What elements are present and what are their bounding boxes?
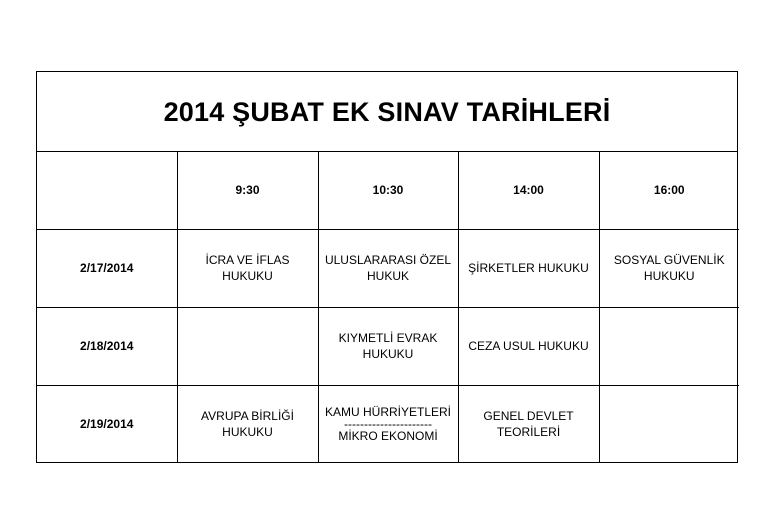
time-header-1600: 16:00 — [599, 152, 739, 229]
title-row — [37, 72, 737, 152]
schedule-table — [37, 152, 739, 463]
course-cell — [599, 229, 739, 307]
schedule-title: 2014 ŞUBAT EK SINAV TARİHLERİ — [163, 97, 611, 127]
course-line: HUKUKU — [222, 269, 273, 283]
course-cell-empty — [177, 307, 318, 385]
course-line: HUKUK — [366, 269, 409, 283]
course-line: AVRUPA BİRLİĞİ — [201, 409, 294, 424]
course-line: GENEL DEVLET — [483, 409, 574, 424]
course-line: ULUSLARARASI ÖZEL — [324, 253, 452, 267]
course-line: ŞİRKETLER HUKUKU — [468, 261, 589, 275]
table-row — [37, 229, 739, 307]
course-cell — [458, 307, 599, 385]
course-line: TEORİLERİ — [496, 425, 561, 440]
course-cell — [318, 385, 458, 463]
time-header-0930: 9:30 — [177, 152, 318, 229]
corner-cell — [37, 152, 177, 229]
course-line: HUKUKU — [222, 425, 273, 440]
course-line: HUKUKU — [643, 269, 695, 283]
course-cell — [318, 307, 458, 385]
time-header-1400: 14:00 — [458, 152, 599, 229]
course-line: KIYMETLİ EVRAK — [338, 331, 438, 345]
course-cell-empty — [599, 385, 739, 463]
time-header-row — [37, 152, 739, 229]
table-row — [37, 307, 739, 385]
course-cell — [318, 229, 458, 307]
time-header-1030: 10:30 — [318, 152, 458, 229]
course-separator: ---------------------- — [344, 420, 432, 429]
course-line: SOSYAL GÜVENLİK — [613, 253, 725, 267]
date-cell: 2/19/2014 — [37, 385, 177, 463]
course-cell-empty — [599, 307, 739, 385]
course-line: MİKRO EKONOMİ — [338, 429, 438, 444]
date-cell: 2/18/2014 — [37, 307, 177, 385]
course-line: CEZA USUL HUKUKU — [468, 339, 589, 353]
table-row — [37, 385, 739, 463]
course-cell — [458, 385, 599, 463]
course-line: KAMU HÜRRİYETLERİ — [324, 405, 452, 420]
course-cell — [177, 385, 318, 463]
course-line: HUKUKU — [362, 347, 414, 361]
date-cell: 2/17/2014 — [37, 229, 177, 307]
exam-schedule-sheet — [36, 71, 738, 463]
course-cell — [458, 229, 599, 307]
course-cell — [177, 229, 318, 307]
course-line: İCRA VE İFLAS — [205, 253, 290, 267]
